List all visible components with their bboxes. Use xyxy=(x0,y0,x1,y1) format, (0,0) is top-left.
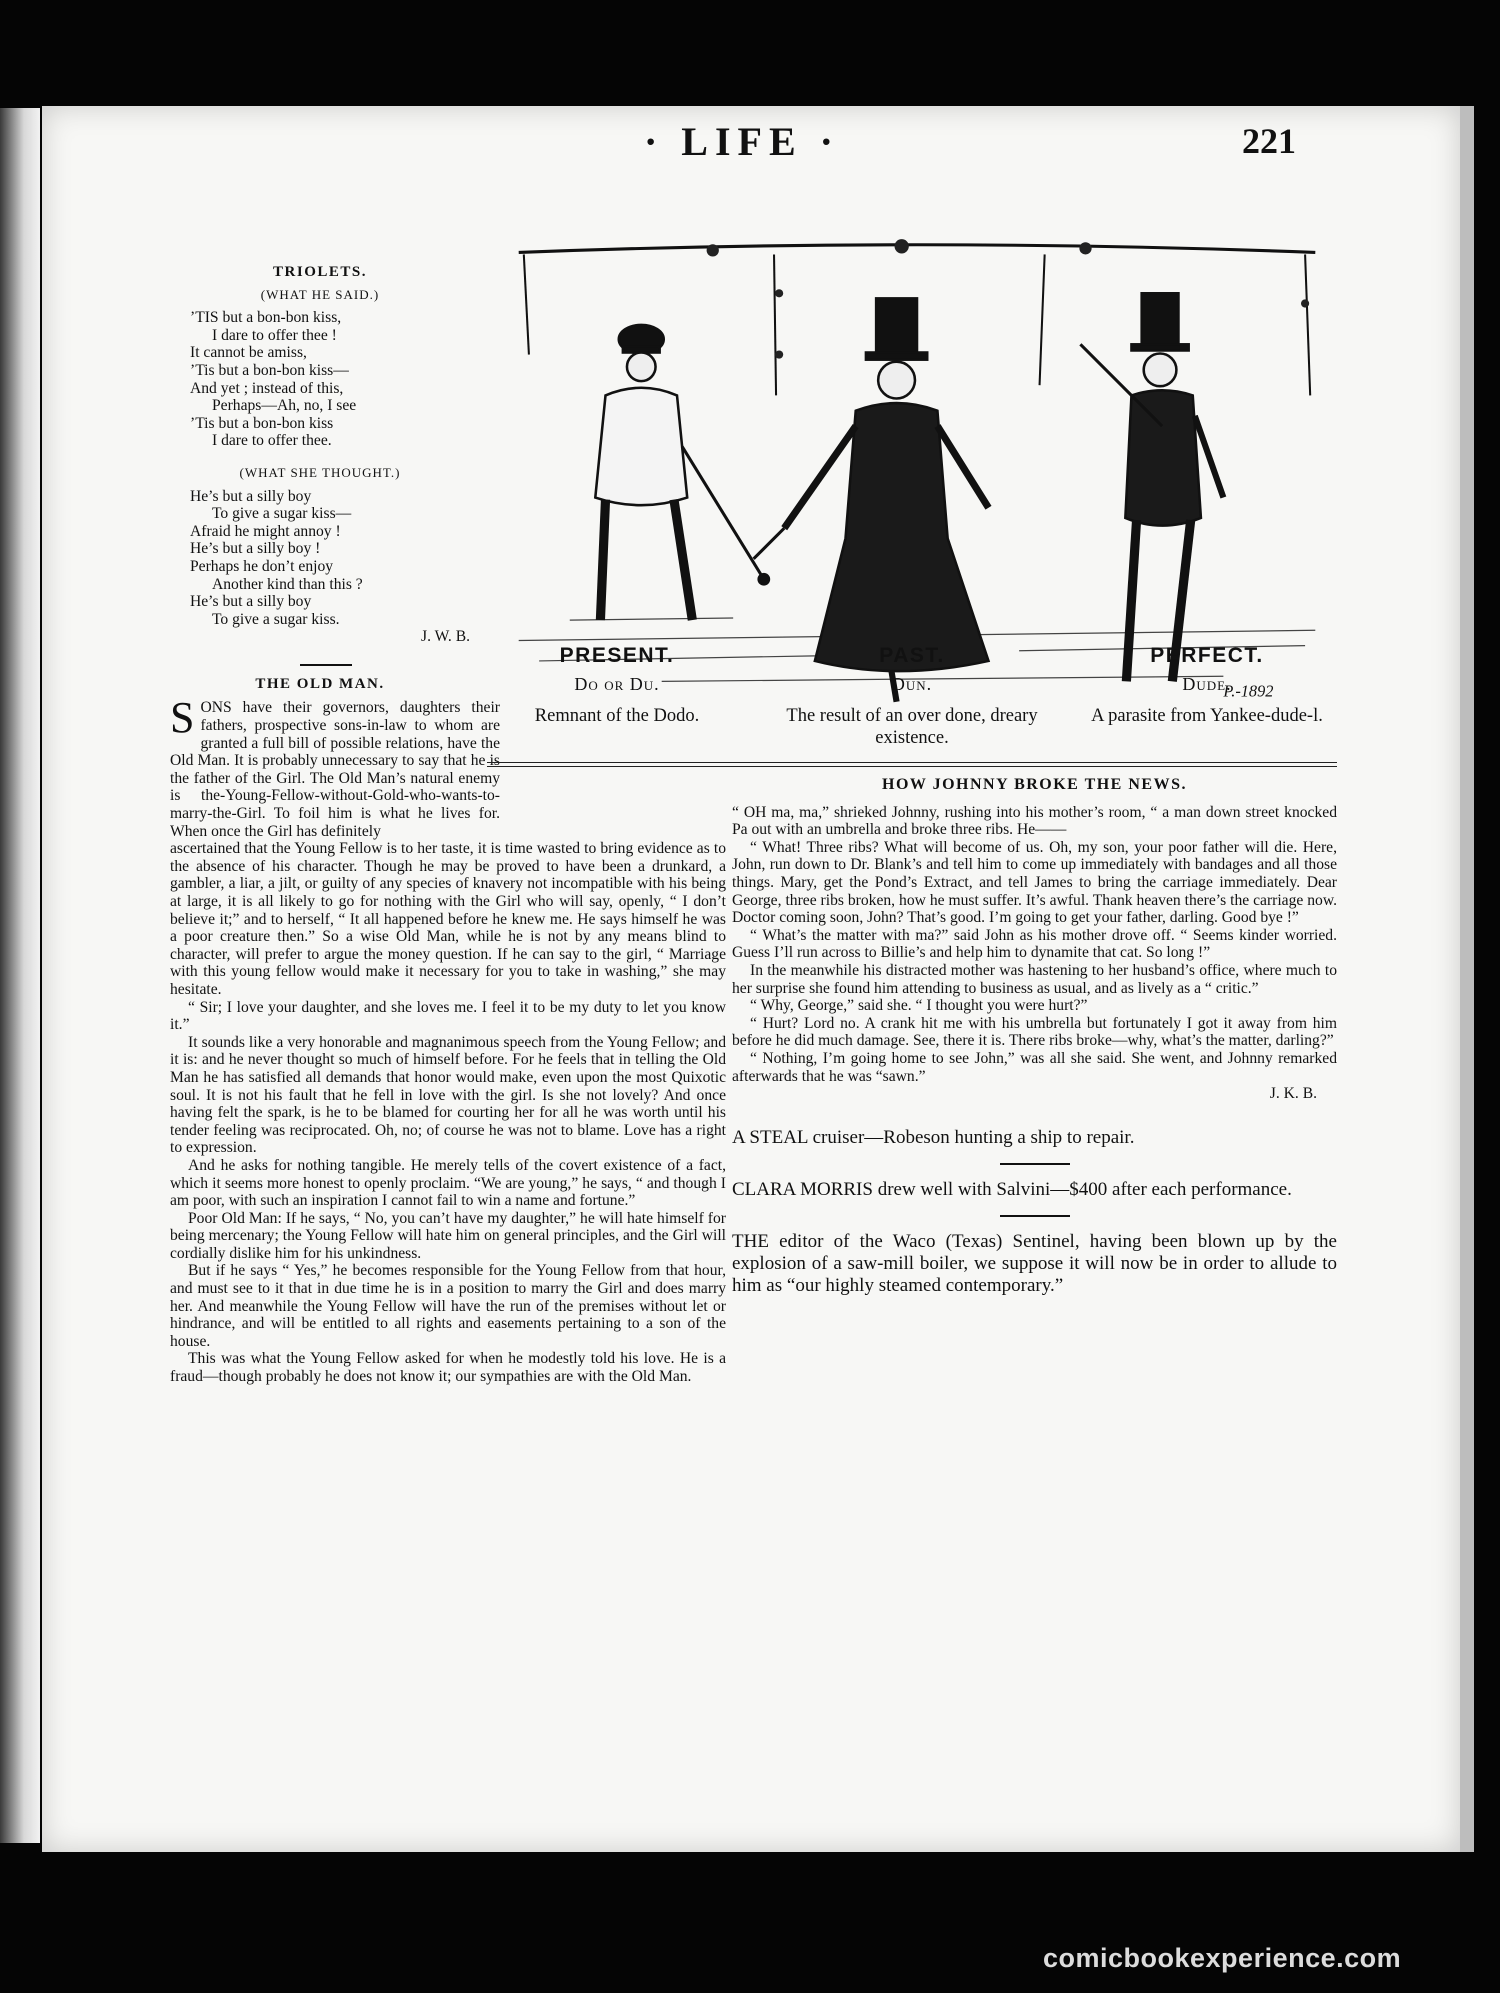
cartoon-illustration xyxy=(497,232,1337,712)
caption-description: A parasite from Yankee-dude-l. xyxy=(1091,706,1323,726)
paragraph: This was what the Young Fellow asked for when he modestly told his love. He is a fraud—though probably he does not know it; our sympathies are with the Old Man. xyxy=(170,1350,726,1386)
poem-line: Perhaps—Ah, no, I see xyxy=(212,397,357,415)
paragraph: Poor Old Man: If he says, “ No, you can’t have my daughter,” he will hate himself for being mercenary; the Young Fellow will hate him on general principles, and the Girl will cordially dislike him for his unkindness. xyxy=(170,1209,726,1262)
short-items xyxy=(732,1127,1337,1297)
watermark: comicbookexperience.com xyxy=(1043,1943,1402,1973)
caption-row xyxy=(487,644,1337,749)
figure-present xyxy=(595,325,769,620)
poem-line: To give a sugar kiss— xyxy=(212,505,352,523)
old-man-title: THE OLD MAN. xyxy=(255,675,385,692)
adjacent-page-edge xyxy=(0,108,40,1843)
poem-line: He’s but a silly boy xyxy=(190,593,312,611)
poem-line: He’s but a silly boy ! xyxy=(190,540,321,558)
old-man-intro-text: ONS have their governors, daughters their fathers, prospective sons-in-law to whom are granted a full bill of possible relations, have the Old Man. It is probably unnecessary to say that he is the father of the Girl. The Old Man’s natural enemy is the-Young-Fellow-without-Gold-who-wants-to-marry-the-Girl. To foil him is what he lives for. When once the Girl has definitely xyxy=(170,699,500,840)
poem-line: I dare to offer thee. xyxy=(212,432,332,450)
caption-past xyxy=(782,644,1042,749)
poem-line: I dare to offer thee ! xyxy=(212,326,337,344)
paragraph: “ What! Three ribs? What will become of us. Oh, my son, your poor father will die. Here, John, run down to Dr. Blank’s and tell him to come up immediately with bandages and all those things. Mary, get the Pond’s Extract, and tell James to bring the carriage immediately. Dear George, three ribs broken, how he must suffer. It’s awful. Thank heaven there’s the carriage now. Doctor coming soon, John? That’s good. I’m going to get your father, darling. Good bye !” xyxy=(732,838,1337,927)
caption-title: PERFECT. xyxy=(1150,644,1264,667)
caption-subtitle: Dun. xyxy=(891,674,933,694)
paragraph: “ Hurt? Lord no. A crank hit me with his umbrella but fortunately I got it away from him before he did much damage. See, there it is. There ribs broke—why, what’s the matter, darling?” xyxy=(732,1014,1337,1050)
paragraph: It sounds like a very honorable and magnanimous speech from the Young Fellow; and it is: and he never thought so much of himself before. For he feels that in telling the Old Man he has satisfied all demands that honor would make, even upon the most Quixotic soul. It is not his fault that he fell in love with the girl. Is she not lovely? And once having felt the spark, is he to be blamed for courting her for all he was worth until his tender feeling was reciprocated. Oh, no; of course he was not to blame. Love has a right to expression. xyxy=(170,1033,726,1157)
paragraph: “ Why, George,” said she. “ I thought you were hurt?” xyxy=(750,997,1088,1015)
poem-line: ’TIS but a bon-bon kiss, xyxy=(190,309,342,327)
paragraph: “ What’s the matter with ma?” said John as his mother drove off. “ Seems kinder worried. Guess I’ll run across to Billie’s and help him to dynamite that cat. So long !” xyxy=(732,926,1337,962)
caption-title: PAST. xyxy=(879,644,945,667)
caption-subtitle: Dude. xyxy=(1182,674,1232,694)
item-waco-sentinel: THE editor of the Waco (Texas) Sentinel, having been blown up by the explosion of a saw-mill boiler, we suppose it will now be in order to allude to him as “our highly steamed contemporary.” xyxy=(732,1230,1337,1296)
paragraph: “ OH ma, ma,” shrieked Johnny, rushing into his mother’s room, “ a man down street knocked Pa out with an umbrella and broke three ribs. He—— xyxy=(732,803,1337,839)
paragraph: “ Sir; I love your daughter, and she loves me. I feel it to be my duty to let you know it.” xyxy=(170,998,726,1034)
poem-line: ’Tis but a bon-bon kiss xyxy=(190,414,334,432)
masthead: · LIFE · xyxy=(643,119,841,164)
section-divider xyxy=(1000,1163,1070,1165)
paragraph: And he asks for nothing tangible. He merely tells of the covert existence of a fact, which it seems more honest to openly proclaim. “We are young,” he says, “ and though I am poor, with such an inspiration I cannot fail to win a name and fortune.” xyxy=(170,1156,726,1210)
double-rule-divider xyxy=(487,762,1337,767)
johnny-signature: J. K. B. xyxy=(1269,1085,1317,1103)
triolets-signature: J. W. B. xyxy=(421,628,470,646)
paragraph: “ Nothing, I’m going home to see John,” was all she said. She went, and Johnny remarked afterwards that he was “sawn.” xyxy=(732,1049,1337,1085)
paragraph: ascertained that the Young Fellow is to her taste, it is time wasted to bring evidence as to the absence of his character. Though he may be proved to have been a drunkard, a gambler, a liar, a jilt, or guilty of any species of knavery not incompatible with his being at large, it is all likely to go for nothing with the Girl who will say, openly, “ I don’t believe it;” and to herself, “ It all happened before he knew me. He says himself he was a poor creature then.” So a wise Old Man, while he is not by any means blind to character, will prefer to argue the money question. If he can say to the girl, “ Marriage with this young fellow would make it necessary for you to take in washing,” she may hesitate. xyxy=(170,840,726,998)
caption-title: PRESENT. xyxy=(559,644,675,667)
johnny-body xyxy=(732,804,1337,1086)
poem-line: And yet ; instead of this, xyxy=(190,379,344,397)
section-divider xyxy=(1000,1215,1070,1217)
triolets-part2-label: (WHAT SHE THOUGHT.) xyxy=(239,464,401,480)
old-man-intro xyxy=(170,693,500,840)
poem-line: He’s but a silly boy xyxy=(190,487,312,505)
poem-line: ’Tis but a bon-bon kiss— xyxy=(190,361,349,379)
old-man-body xyxy=(170,840,726,1385)
right-column xyxy=(732,776,1337,1297)
caption-subtitle: Do or Du. xyxy=(574,674,660,694)
poem-line: Another kind than this ? xyxy=(212,575,363,593)
magazine-page xyxy=(42,106,1474,1852)
caption-perfect xyxy=(1077,644,1337,749)
triolets-part1 xyxy=(190,309,460,450)
caption-present xyxy=(487,644,747,749)
triolets-title: TRIOLETS. xyxy=(273,264,367,280)
figure-past xyxy=(754,298,989,701)
poem-line: To give a sugar kiss. xyxy=(212,610,340,628)
caption-description: Remnant of the Dodo. xyxy=(534,706,700,726)
caption-description: The result of an over done, dreary existence. xyxy=(786,706,1038,748)
drop-cap: S xyxy=(170,693,195,743)
paragraph: In the meanwhile his distracted mother was hastening to her husband’s office, where much to her surprise she found him attending to business as usual, and as lively as a “ critic.” xyxy=(732,961,1337,997)
page-number: 221 xyxy=(1242,121,1296,161)
johnny-title: HOW JOHNNY BROKE THE NEWS. xyxy=(882,776,1187,793)
poem-line: It cannot be amiss, xyxy=(190,344,307,362)
artist-signature: P.-1892 xyxy=(1223,681,1274,701)
item-steal-cruiser: A STEAL cruiser—Robeson hunting a ship to repair. xyxy=(732,1126,1135,1148)
triolets-part2 xyxy=(190,488,460,629)
figure-perfect xyxy=(1080,293,1223,681)
poem-line: Afraid he might annoy ! xyxy=(190,522,341,540)
item-clara-morris: CLARA MORRIS drew well with Salvini—$400 after each performance. xyxy=(732,1178,1292,1200)
poem-line: Perhaps he don’t enjoy xyxy=(190,557,334,575)
paragraph: But if he says “ Yes,” he becomes responsible for the Young Fellow from that hour, and must see to it that in due time he is in a position to marry the Girl and does marry her. And meanwhile the Young Fellow will have the run of the premises without let or hindrance, and will be entitled to all rights and easements pertaining to a son of the house. xyxy=(170,1262,726,1350)
section-divider xyxy=(300,664,352,666)
triolets-part1-label: (WHAT HE SAID.) xyxy=(260,286,380,302)
